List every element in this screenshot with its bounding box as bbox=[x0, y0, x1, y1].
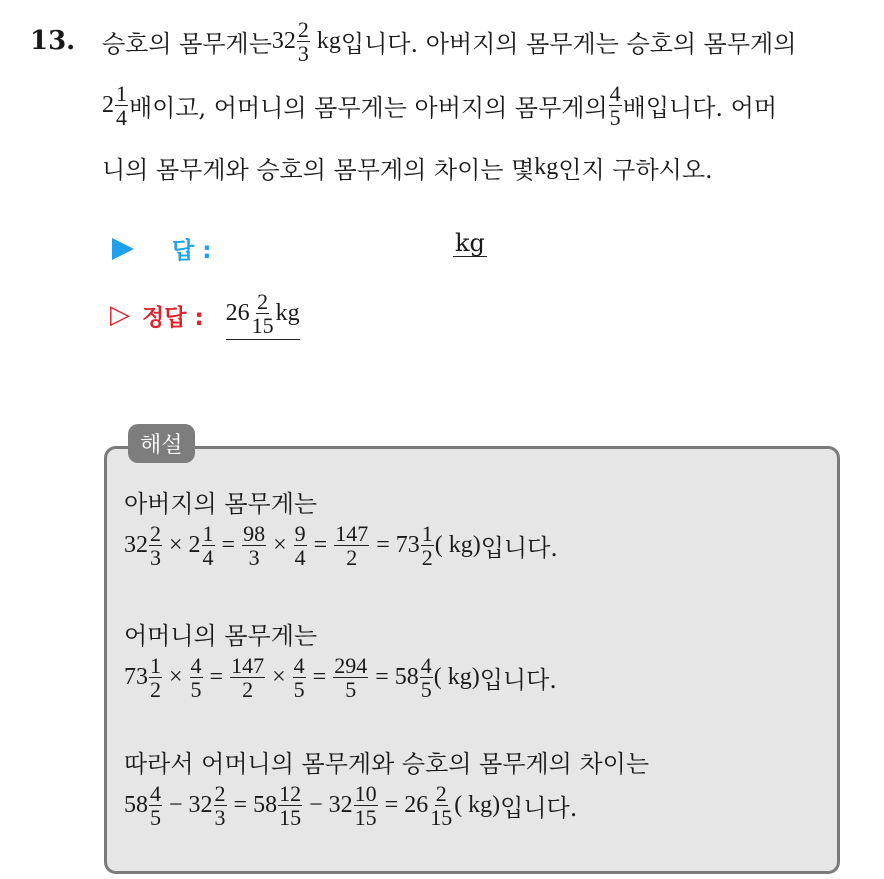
problem-text: 인지 구하시오. bbox=[558, 156, 713, 184]
problem-number: 13. bbox=[30, 26, 76, 56]
explanation-line-2: 어머니의 몸무게는 bbox=[124, 622, 318, 650]
problem-text: 니의 몸무게와 승호의 몸무게의 차이는 몇 bbox=[102, 156, 535, 184]
answer-row bbox=[112, 232, 211, 265]
fraction: $\frac{1}{4}$ bbox=[116, 81, 127, 131]
explanation-line-3: 따라서 어머니의 몸무게와 승호의 몸무게의 차이는 bbox=[124, 750, 650, 778]
fraction: $\frac{2}{3}$ bbox=[297, 17, 309, 67]
explanation-line-1: 아버지의 몸무게는 bbox=[124, 490, 318, 518]
fraction: $\frac{4}{5}$ bbox=[609, 81, 621, 131]
explanation-tag: 해설 bbox=[128, 424, 195, 463]
answer-blank-unit[interactable]: kg bbox=[455, 229, 485, 257]
problem-line-2 bbox=[102, 82, 777, 129]
answer-label: 답 : bbox=[172, 238, 212, 264]
problem-line-1 bbox=[102, 18, 796, 65]
mixed-whole: 32 bbox=[271, 28, 296, 55]
problem-text: 입니다. 아버지의 몸무게는 승호의 몸무게의 bbox=[340, 30, 797, 59]
problem-text: 배이고, 어머니의 몸무게는 아버지의 몸무게의 bbox=[129, 94, 608, 123]
problem-text: 배입니다. 어머 bbox=[622, 94, 778, 123]
explanation-eq-1: 32 $\frac{2}{3}$ × 2 $\frac{1}{4}$ = $\frac{98}{3}$ × $\frac{9}{4}$ = $\frac{147}{2}$ = 73 $\frac{1}{2}$ ( kg) 입니다. bbox=[124, 521, 558, 571]
correct-answer-value: 26 $\frac{2}{15}$ kg bbox=[226, 290, 300, 340]
outline-triangle-icon: ▷ bbox=[110, 300, 130, 331]
explanation-eq-3: 58 $\frac{4}{5}$ − 32 $\frac{2}{3}$ = 58 $\frac{12}{15}$ − 32 $\frac{10}{15}$ = 26 $\frac{2}{15}$ ( kg) 입니다. bbox=[124, 781, 578, 831]
mixed-whole: 2 bbox=[102, 92, 114, 119]
problem-line-3 bbox=[102, 150, 713, 185]
correct-answer-row bbox=[110, 290, 300, 340]
problem-text: 승호의 몸무게는 bbox=[102, 30, 272, 59]
explanation-eq-2: 73 $\frac{1}{2}$ × $\frac{4}{5}$ = $\frac{147}{2}$ × $\frac{4}{5}$ = $\frac{294}{5}$ = 58 $\frac{4}{5}$ ( kg) 입니다. bbox=[124, 653, 557, 703]
unit-text: kg bbox=[316, 28, 341, 55]
play-triangle-icon bbox=[112, 238, 134, 260]
unit-text: kg bbox=[534, 154, 559, 180]
correct-answer-label: 정답 : bbox=[142, 304, 204, 331]
